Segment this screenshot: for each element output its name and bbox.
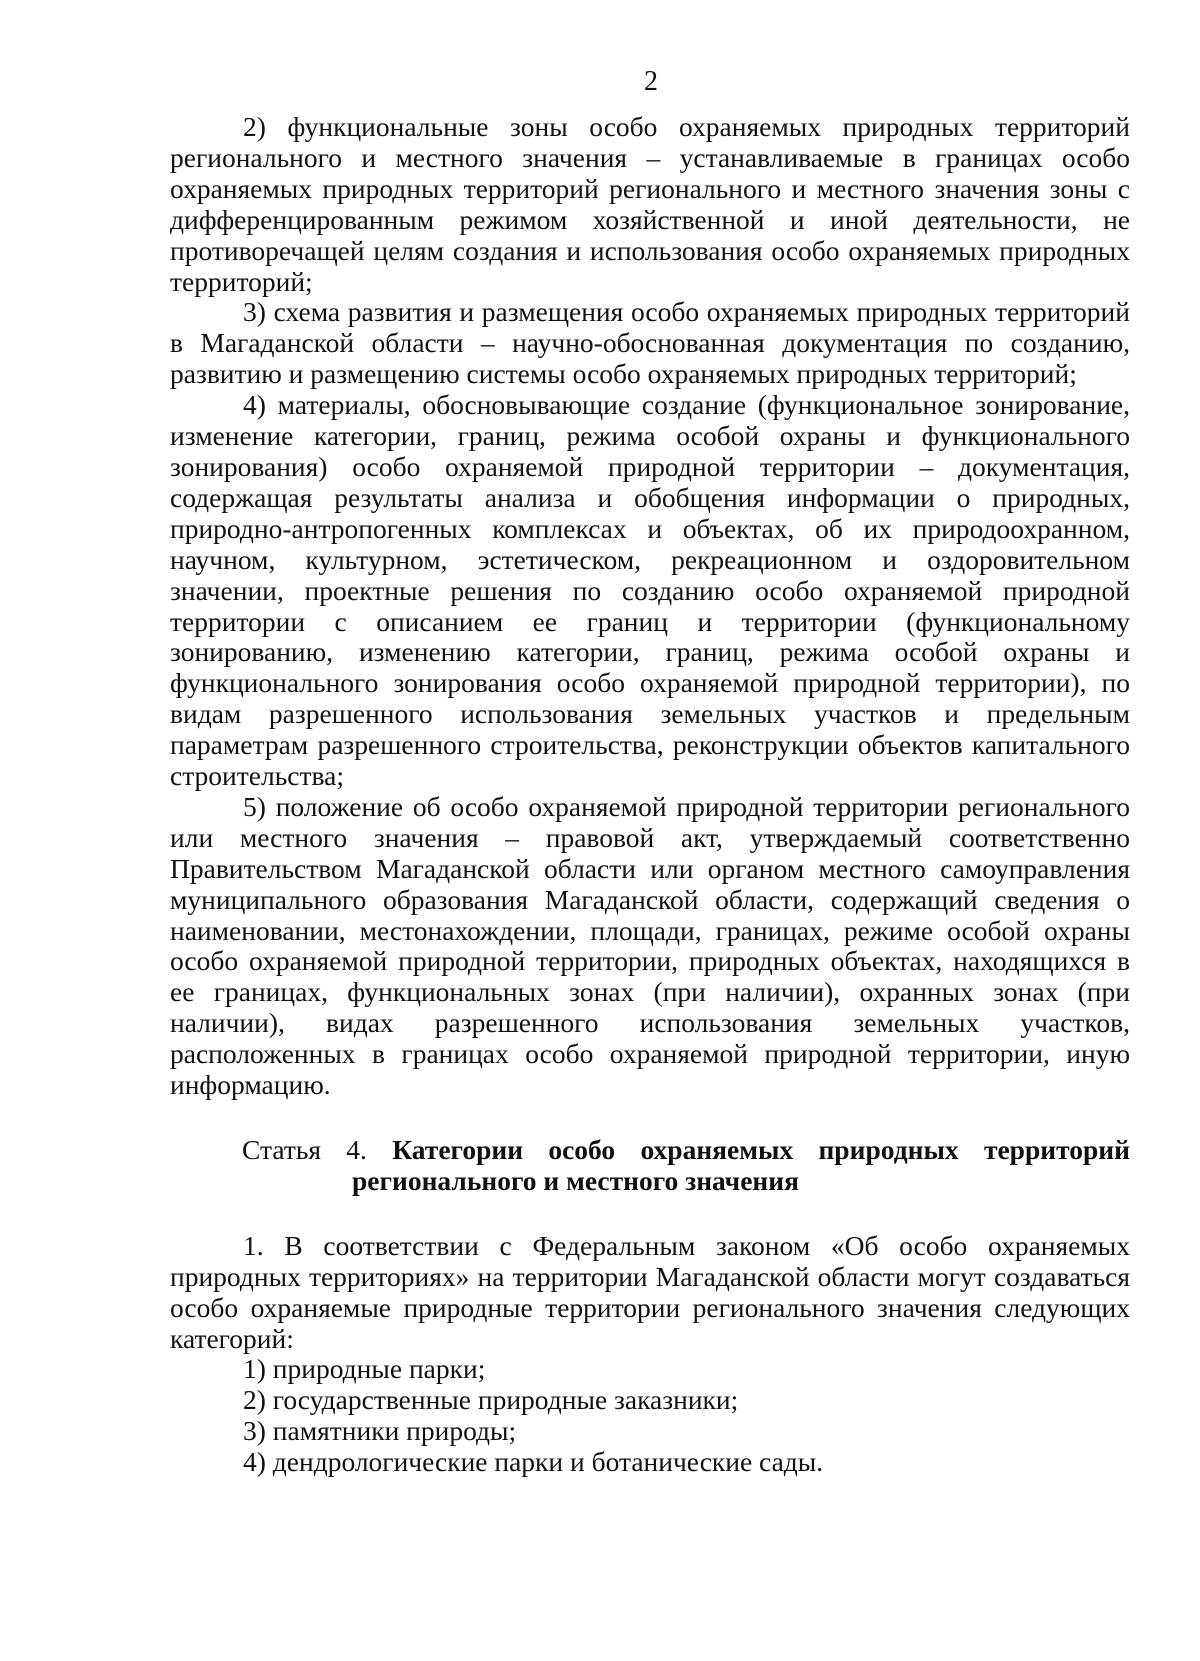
- page-number: 2: [644, 66, 658, 97]
- paragraph-item-5: 5) положение об особо охраняемой природной территории регионального или местного значения – правовой акт, утверждаемый соответственно Правительством Магаданской области или органом местного самоуправления муниципального образования Магаданской области, содержащий сведения о наименовании, местонахождении, площади, границах, режиме особой охраны особо охраняемой природной территории, природных объектах, находящихся в ее границах, функциональных зонах (при наличии), охранных зонах (при наличии), видах разрешенного использования земельных участков, расположенных в границах особо охраняемой природной территории, иную информацию.: [170, 790, 1130, 1101]
- article-paragraph: 1. В соответствии с Федеральным законом «Об особо охраняемых природных территориях» на территории Магаданской области могут создаваться особо охраняемые природные территории регионального значения следующих категорий:: [170, 1229, 1130, 1354]
- category-item-4: 4) дендрологические парки и ботанические сады.: [243, 1446, 824, 1478]
- article-label: Статья 4.: [242, 1134, 393, 1165]
- category-item-2: 2) государственные природные заказники;: [243, 1384, 739, 1416]
- category-item-1: 1) природные парки;: [243, 1353, 486, 1385]
- article-title: Категории особо охраняемых природных территорий регионального и местного значения: [352, 1134, 1130, 1196]
- article-heading: [170, 1135, 1130, 1197]
- paragraph-item-2: 2) функциональные зоны особо охраняемых природных территорий регионального и местного значения – устанавливаемые в границах особо охраняемых природных территорий регионального и местного значения зоны с дифференцированным режимом хозяйственной и иной деятельности, не противоречащей целям создания и использования особо охраняемых природных территорий;: [170, 111, 1130, 297]
- paragraph-item-3: 3) схема развития и размещения особо охраняемых природных территорий в Магаданской области – научно-обоснованная документация по созданию, развитию и размещению системы особо охраняемых природных территорий;: [170, 296, 1130, 390]
- category-item-3: 3) памятники природы;: [243, 1415, 517, 1447]
- document-body: [170, 112, 1130, 1478]
- paragraph-item-4: 4) материалы, обосновывающие создание (функциональное зонирование, изменение категории, границ, режима особой охраны и функционального зонирования) особо охраняемой природной территории – документация, содержащая результаты анализа и обобщения информации о природных, природно-антропогенных комплексах и объектах, об их природоохранном, научном, культурном, эстетическом, рекреационном и оздоровительном значении, проектные решения по созданию особо охраняемой природной территории с описанием ее границ и территории (функциональному зонированию, изменению категории, границ, режима особой охраны и функционального зонирования особо охраняемой природной территории), по видам разрешенного использования земельных участков и предельным параметрам разрешенного строительства, реконструкции объектов капитального строительства;: [170, 389, 1130, 792]
